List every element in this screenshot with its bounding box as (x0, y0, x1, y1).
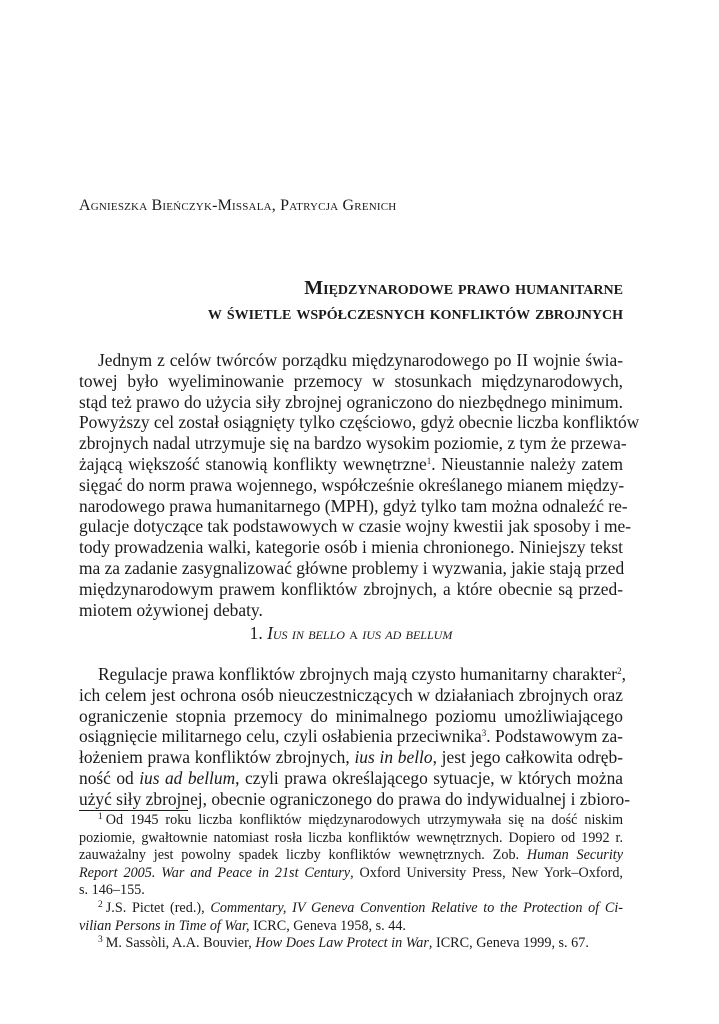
intro-line: ma za zadanie zasygnalizować główne problemy i wyzwania, jakie stają przed (79, 557, 625, 578)
intro-line: miotem ożywionej debaty. (79, 599, 263, 620)
footnote-1-line (79, 812, 623, 830)
intro-line: stąd też prawo do użycia siły zbrojnej ograniczono do niezbędnego minimum. (79, 391, 623, 412)
section-line: użyć siły zbrojnej, obecnie ograniczonego do prawa do indywidualnej i zbioro- (79, 788, 631, 809)
intro-paragraph (79, 350, 640, 620)
section-text: . Podstawowym za- (486, 726, 623, 747)
footnote-italic: Human Security (526, 847, 624, 864)
footnote-text: , ICRC, Geneva 1999, s. 67. (428, 935, 589, 952)
footnote-2-line (79, 918, 623, 936)
footnote-1-line: poziomie, gwałtownie natomiast rosła liczba konfliktów wewnętrznych. Dopiero od 1992 r. (79, 829, 623, 846)
intro-line: międzynarodowym prawem konfliktów zbrojnych, a które obecnie są przed- (79, 578, 623, 599)
footnote-text: Od 1945 roku liczba konfliktów międzynarodowych utrzymywała się na dość niskim (105, 812, 623, 828)
latin-term: ius in bello (354, 747, 433, 768)
footnote-number: 3 (98, 935, 103, 946)
latin-term: ius ad bellum (139, 767, 236, 788)
section-paragraph (79, 664, 631, 810)
footnote-ref-2[interactable]: 2 (617, 666, 622, 676)
footnote-text: J.S. Pictet (red.), (105, 899, 205, 916)
section-line (79, 747, 623, 768)
footnote-number: 1 (98, 812, 103, 822)
footnote-separator (79, 810, 188, 811)
section-text: , jest jego całkowita odręb- (432, 747, 623, 768)
section-text: ność od (79, 767, 134, 788)
section-text: łożeniem prawa konfliktów zbrojnych, (79, 747, 350, 768)
intro-text: . Nieustannie należy zatem (431, 453, 623, 474)
section-line (79, 768, 623, 789)
intro-line: zbrojnych nadal utrzymuje się na bardzo wysokim poziomie, z tym że przewa- (79, 433, 627, 454)
footnote-3-line (79, 935, 623, 953)
footnote-number: 2 (98, 899, 103, 910)
footnote-text: M. Sassòli, A.A. Bouvier, (105, 935, 252, 952)
footnote-1-line: s. 146–155. (79, 882, 145, 899)
intro-line-with-footnote (79, 454, 623, 475)
section-term-1: Ius in bello (267, 623, 345, 643)
intro-text: żającą większość stanowią konflikty wewnętrzne (79, 453, 427, 474)
title-line-2: w świetle współczesnych konfliktów zbrojnych (207, 302, 623, 324)
intro-line: sięgać do norm prawa wojennego, współcześnie określanego mianem między- (79, 474, 625, 495)
authors-line: Agnieszka Bieńczyk-Missala, Patrycja Grenich (79, 197, 397, 214)
intro-line: Jednym z celów twórców porządku międzynarodowego po II wojnie świa- (98, 350, 623, 370)
section-text: , czyli prawa określającego sytuacje, w których można (235, 767, 623, 788)
article-title (79, 276, 623, 326)
footnotes (79, 812, 623, 953)
section-line (79, 726, 623, 747)
title-line-1: Międzynarodowe prawo humanitarne (304, 277, 623, 299)
intro-line: gulacje dotyczące tak podstawowych w czasie wojny kwestii jak sposoby i me- (79, 516, 631, 537)
footnote-2-line (79, 900, 623, 918)
footnote-italic: Report 2005. War and Peace in 21st Century (79, 864, 351, 881)
section-conjunction: a (349, 623, 358, 643)
section-term-2: ius ad bellum (362, 623, 453, 643)
intro-line: Powyższy cel został osiągnięty tylko częściowo, gdyż obecnie liczba konfliktów (79, 412, 640, 433)
section-line: ich celem jest ochrona osób nieuczestniczących w działaniach zbrojnych oraz (79, 684, 623, 705)
footnote-text: zauważalny jest powolny spadek liczby konfliktów wewnętrznych. Zob. (79, 847, 520, 864)
footnote-italic: How Does Law Protect in War (255, 935, 429, 952)
section-number: 1. (249, 623, 263, 643)
section-text: , (621, 664, 626, 684)
footnote-1-line (79, 865, 623, 883)
footnote-text: ICRC, Geneva 1958, s. 44. (253, 917, 406, 934)
intro-line: narodowego prawa humanitarnego (MPH), gdyż tylko tam można odnaleźć re- (79, 495, 628, 516)
footnote-1-line (79, 847, 623, 865)
intro-line: towej było wyeliminowanie przemocy w stosunkach międzynarodowych, (79, 370, 623, 391)
section-text: osiągnięcie militarnego celu, czyli osłabienia przeciwnika (79, 726, 482, 747)
intro-line: tody prowadzenia walki, kategorie osób i mienia chronionego. Niniejszy tekst (79, 537, 623, 558)
section-heading (79, 622, 623, 644)
section-text: Regulacje prawa konfliktów zbrojnych mają czysto humanitarny charakter (98, 664, 618, 684)
footnote-ref-3[interactable]: 3 (481, 728, 487, 739)
footnote-text: , Oxford University Press, New York–Oxford, (350, 864, 623, 881)
footnote-italic: vilian Persons in Time of War, (79, 917, 250, 934)
section-line: ograniczenie stopnia przemocy do minimalnego poziomu umożliwiającego (79, 705, 623, 726)
footnote-italic: Commentary, IV Geneva Convention Relative to the Protection of Ci- (210, 899, 624, 916)
section-line (79, 664, 626, 685)
footnote-ref-1[interactable]: 1 (426, 455, 432, 466)
